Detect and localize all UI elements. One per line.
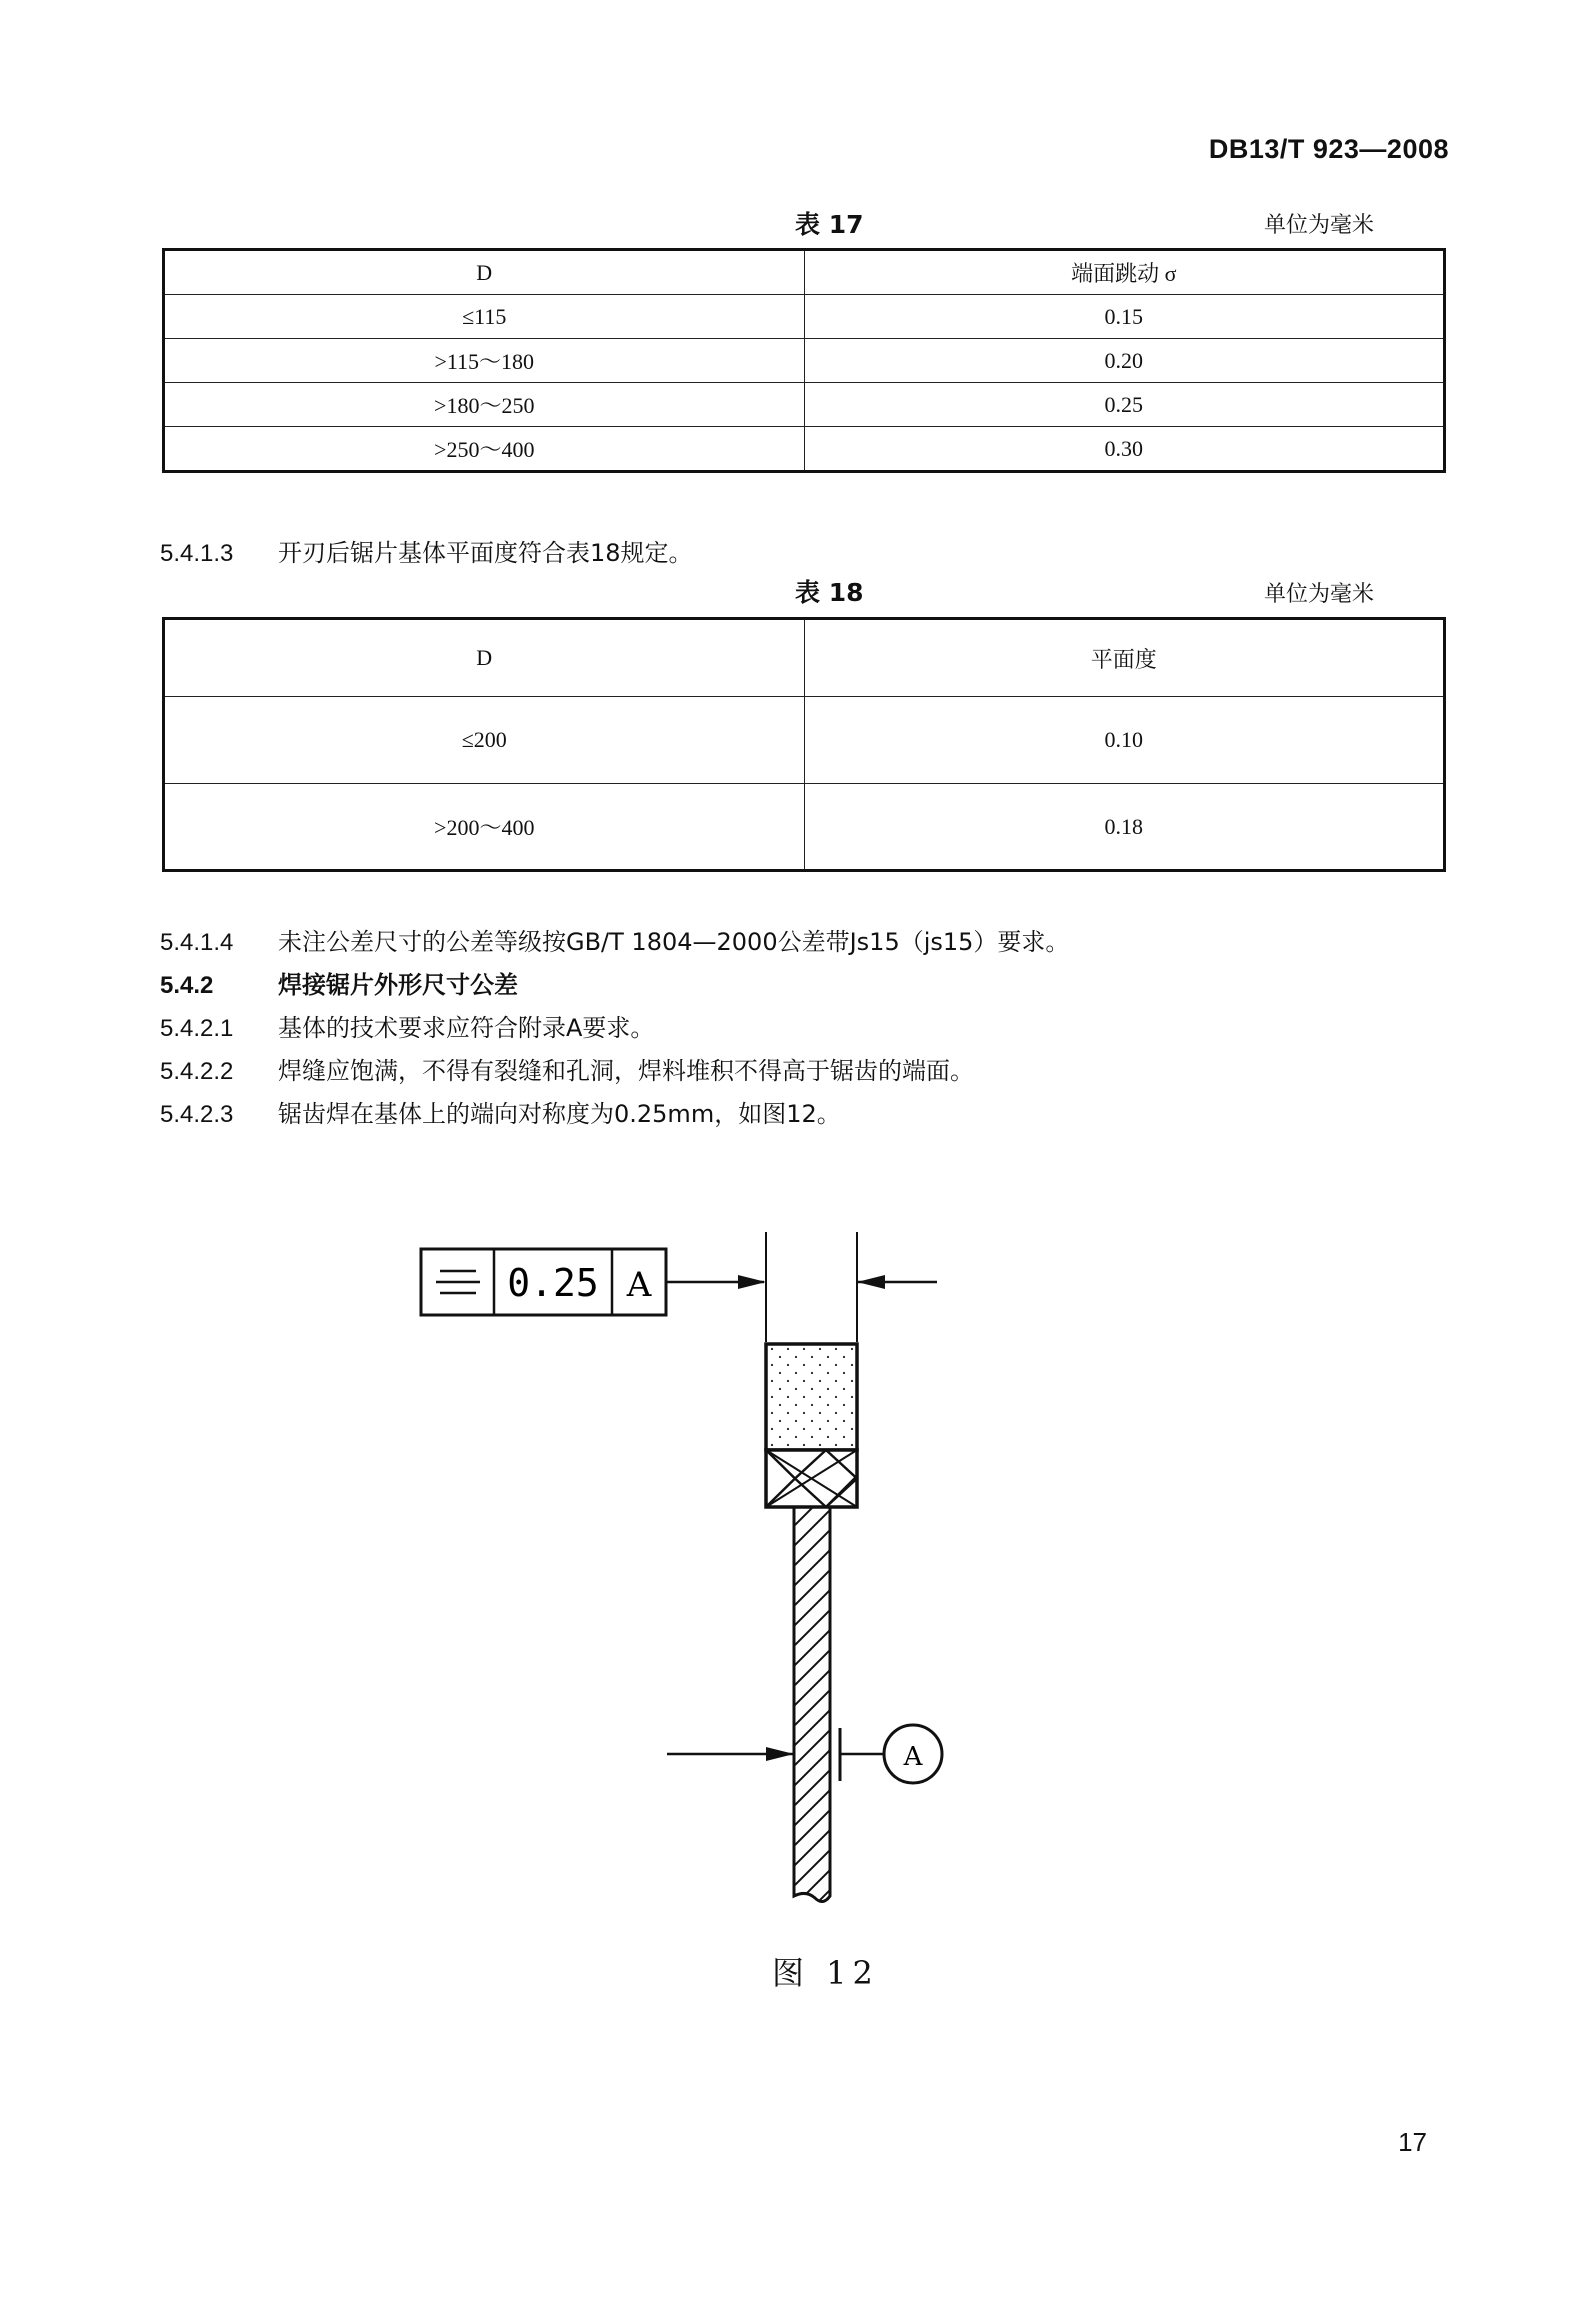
- table-header-cell: 平面度: [804, 619, 1445, 697]
- table-cell: ≤200: [164, 697, 805, 784]
- clause-text: 基体的技术要求应符合附录A要求。: [278, 1014, 655, 1042]
- table-header-cell: 端面跳动 σ: [804, 250, 1445, 295]
- table-cell: 0.25: [804, 383, 1445, 427]
- arrow-head: [857, 1275, 885, 1289]
- table17-unit: 单位为毫米: [1264, 213, 1375, 238]
- page-number: 17: [1398, 2127, 1427, 2157]
- table-cell: ≤115: [164, 295, 805, 339]
- figure-caption: 图 12: [772, 1954, 879, 1992]
- clause-number: 5.4.2: [160, 972, 214, 999]
- table-cell: 0.18: [804, 784, 1445, 871]
- table17-title: 表 17: [795, 210, 864, 239]
- table-header-cell: D: [164, 250, 805, 295]
- clause-text: 焊缝应饱满，不得有裂缝和孔洞，焊料堆积不得高于锯齿的端面。: [278, 1057, 974, 1085]
- tolerance-frame: [421, 1249, 666, 1315]
- table-cell: >180～250: [164, 383, 805, 427]
- clause-number: 5.4.2.1: [160, 1015, 234, 1042]
- clause-number: 5.4.1.4: [160, 929, 234, 956]
- clause-text: 锯齿焊在基体上的端向对称度为0.25mm，如图12。: [278, 1100, 841, 1128]
- table-cell: 0.30: [804, 427, 1445, 472]
- saw-tooth-tip: [766, 1344, 857, 1450]
- table18-title: 表 18: [795, 578, 864, 607]
- clause-text: 开刃后锯片基体平面度符合表18规定。: [278, 539, 693, 567]
- clause-number: 5.4.1.3: [160, 540, 234, 567]
- datum-reference: A: [626, 1265, 652, 1305]
- clause-text: 未注公差尺寸的公差等级按GB/T 1804—2000公差带Js15（js15）要求。: [278, 928, 1070, 956]
- clause-number: 5.4.2.3: [160, 1101, 234, 1128]
- document-code: DB13/T 923—2008: [1208, 134, 1449, 164]
- table18-unit: 单位为毫米: [1264, 582, 1375, 607]
- table-cell: >250～400: [164, 427, 805, 472]
- table-cell: >115～180: [164, 339, 805, 383]
- weld-joint: [766, 1450, 857, 1507]
- clause-heading-text: 焊接锯片外形尺寸公差: [278, 971, 518, 999]
- table-header-cell: D: [164, 619, 805, 697]
- arrow-head: [738, 1275, 766, 1289]
- arrow-head: [766, 1747, 794, 1761]
- table-cell: 0.10: [804, 697, 1445, 784]
- datum-label: A: [903, 1742, 923, 1772]
- tolerance-value: 0.25: [507, 1261, 599, 1305]
- table-cell: 0.15: [804, 295, 1445, 339]
- symmetry-icon: [436, 1271, 480, 1293]
- clause-number: 5.4.2.2: [160, 1058, 234, 1085]
- table-cell: >200～400: [164, 784, 805, 871]
- datum-feature-symbol: [840, 1725, 942, 1783]
- saw-blade-body: [794, 1507, 830, 1902]
- table-cell: 0.20: [804, 339, 1445, 383]
